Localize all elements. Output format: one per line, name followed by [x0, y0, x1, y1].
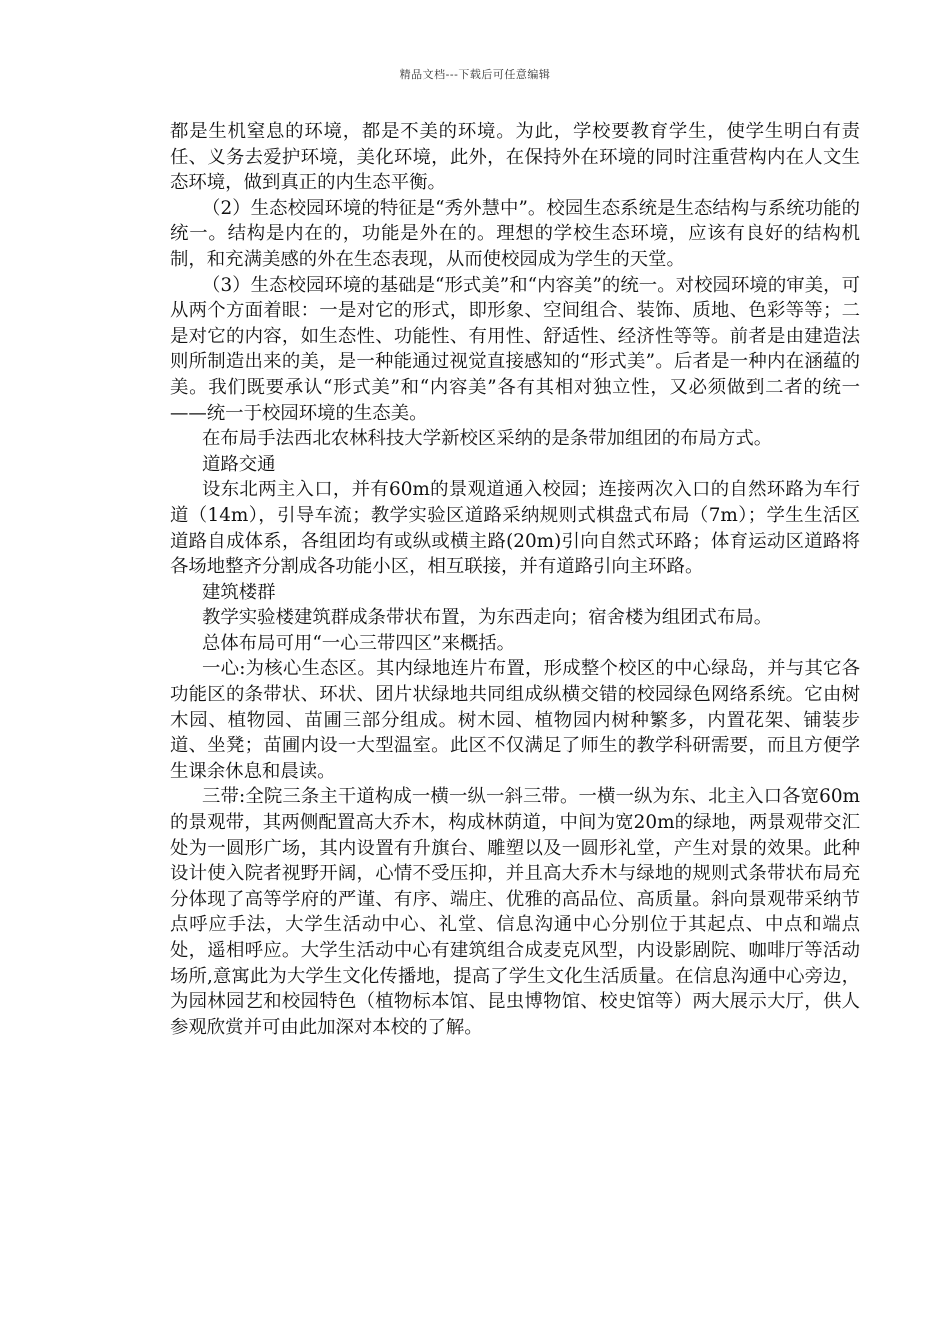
document-body — [170, 119, 860, 1040]
paragraph-one-core: 一心:为核心生态区。其内绿地连片布置，形成整个校区的中心绿岛，并与其它各功能区的条带状、环状、团片状绿地共同组成纵横交错的校园绿色网络系统。它由树木园、植物园、苗圃三部分组成。树木园、植物园内树种繁多，内置花架、铺装步道、坐凳；苗圃内设一大型温室。此区不仅满足了师生的教学科研需要，而且方便学生课余休息和晨读。 — [170, 658, 860, 782]
paragraph-intro-continued: 都是生机窒息的环境，都是不美的环境。为此，学校要教育学生，使学生明白有责任、义务去爱护环境，美化环境，此外，在保持外在环境的同时注重营构内在人文生态环境，做到真正的内生态平衡。 — [170, 121, 860, 194]
page-header: 精品文档---下载后可任意编辑 — [399, 68, 551, 81]
paragraph-road-traffic: 设东北两主入口，并有60m的景观道通入校园；连接两次入口的自然环路为车行道（14m），引导车流；教学实验区道路采纳规则式棋盘式布局（7m）；学生生活区道路自成体系，各组团均有或纵或横主路(20m)引向自然式环路；体育运动区道路将各场地整齐分割成各功能小区，相互联接，并有道路引向主环路。 — [170, 479, 860, 578]
paragraph-feature-3: （3）生态校园环境的基础是“形式美”和“内容美”的统一。对校园环境的审美，可从两个方面着眼：一是对它的形式，即形象、空间组合、装饰、质地、色彩等等；二是对它的内容，如生态性、功能性、有用性、舒适性、经济性等等。前者是由建造法则所制造出来的美，是一种能通过视觉直接感知的“形式美”。后者是一种内在涵蕴的美。我们既要承认“形式美”和“内容美”各有其相对独立性，又必须做到二者的统一——统一于校园环境的生态美。 — [170, 274, 860, 424]
paragraph-overall-layout: 总体布局可用“一心三带四区”来概括。 — [202, 632, 516, 654]
heading-buildings: 建筑楼群 — [202, 581, 276, 603]
heading-road-traffic: 道路交通 — [202, 453, 276, 475]
paragraph-buildings: 教学实验楼建筑群成条带状布置，为东西走向；宿舍楼为组团式布局。 — [202, 607, 773, 629]
paragraph-feature-2: （2）生态校园环境的特征是“秀外慧中”。校园生态系统是生态结构与系统功能的统一。结构是内在的，功能是外在的。理想的学校生态环境，应该有良好的结构机制，和充满美感的外在生态表现，从而使校园成为学生的天堂。 — [170, 197, 860, 270]
paragraph-layout-method: 在布局手法西北农林科技大学新校区采纳的是条带加组团的布局方式。 — [202, 428, 773, 450]
paragraph-three-belts: 三带:全院三条主干道构成一横一纵一斜三带。一横一纵为东、北主入口各宽60m的景观带，其两侧配置高大乔木，构成林荫道，中间为宽20m的绿地，两景观带交汇处为一圆形广场，其内设置有升旗台、雕塑以及一圆形礼堂，产生对景的效果。此种设计使入院者视野开阔，心情不受压抑，并且高大乔木与绿地的规则式条带状布局充分体现了高等学府的严谨、有序、端庄、优雅的高品位、高质量。斜向景观带采纳节点呼应手法，大学生活动中心、礼堂、信息沟通中心分别位于其起点、中点和端点处，遥相呼应。大学生活动中心有建筑组合成麦克风型，内设影剧院、咖啡厅等活动场所,意寓此为大学生文化传播地，提高了学生文化生活质量。在信息沟通中心旁边，为园林园艺和校园特色（植物标本馆、昆虫博物馆、校史馆等）两大展示大厅，供人参观欣赏并可由此加深对本校的了解。 — [170, 786, 860, 1038]
